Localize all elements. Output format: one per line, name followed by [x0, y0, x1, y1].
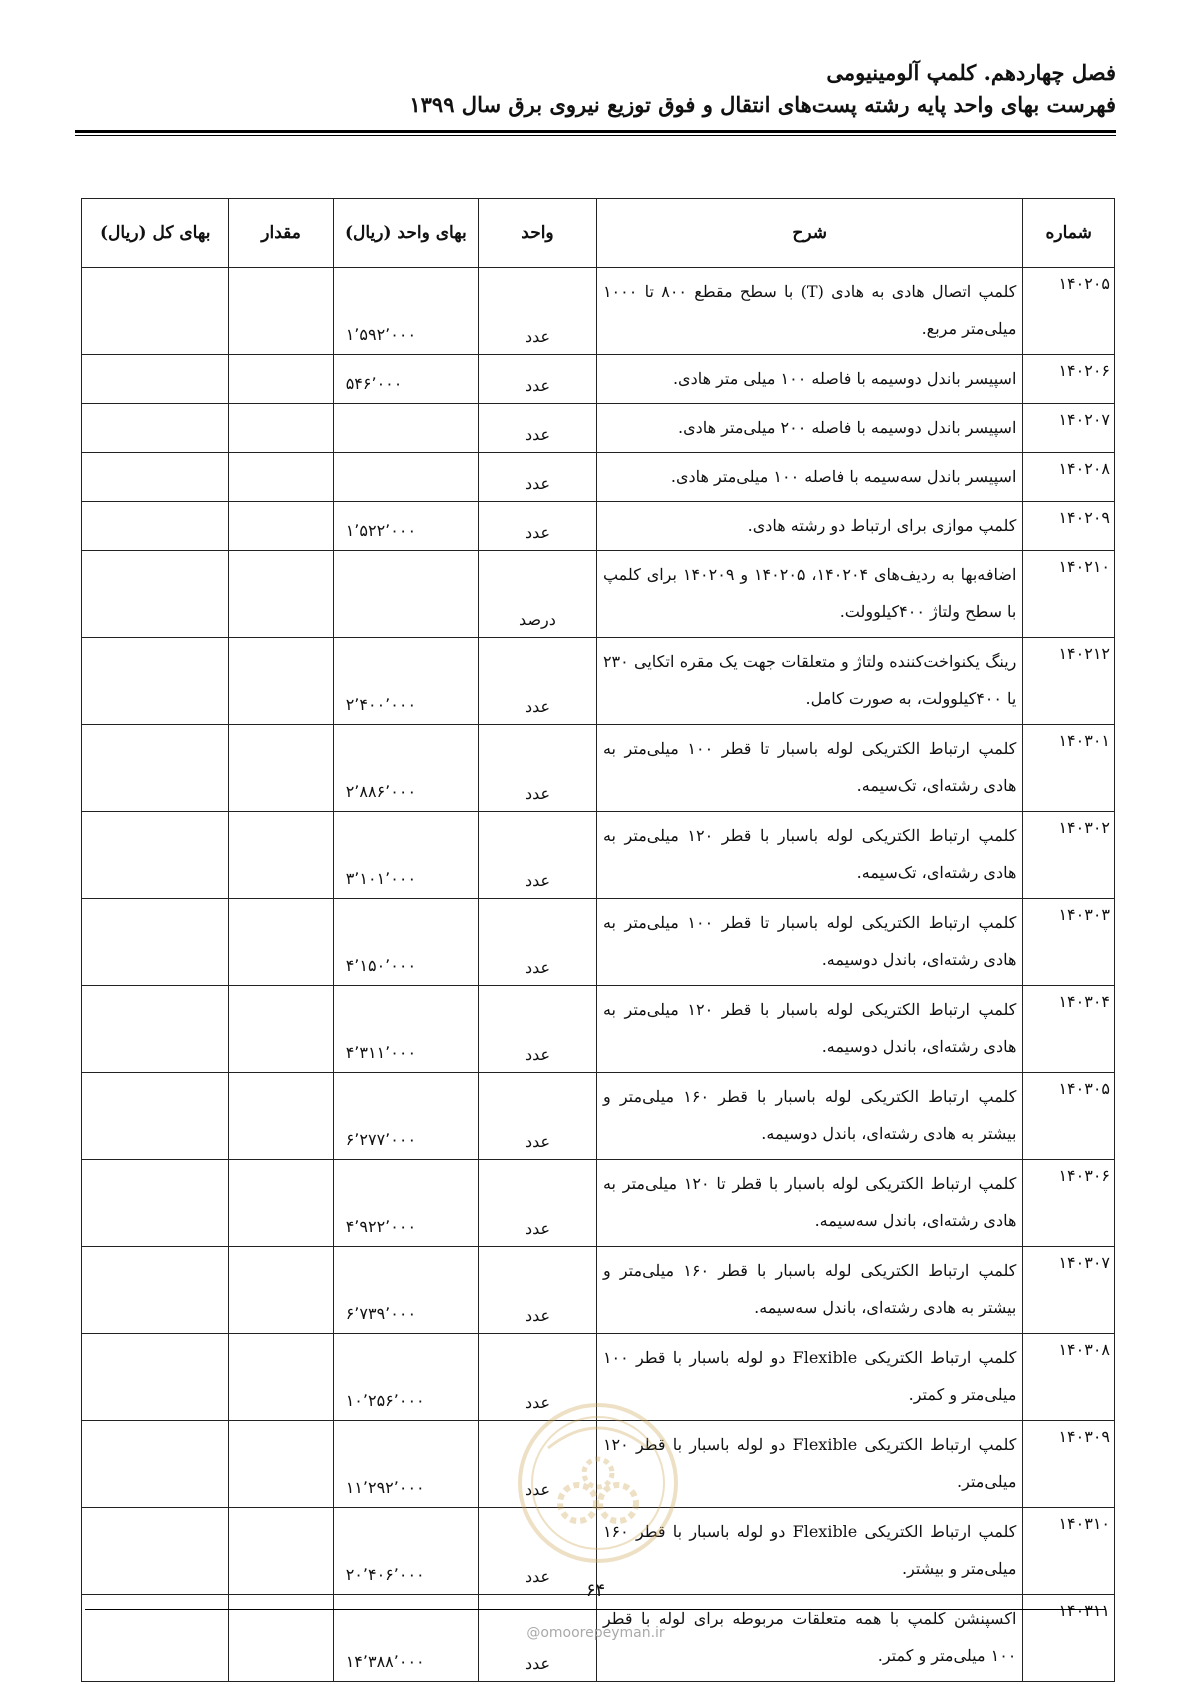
- row-description: کلمپ ارتباط الکتریکی لوله باسبار با قطر ۱۲۰ میلی‌متر به هادی رشته‌ای، تک‌سیمه.: [596, 812, 1022, 899]
- row-description: کلمپ ارتباط الکتریکی لوله باسبار با قطر تا ۱۲۰ میلی‌متر به هادی رشته‌ای، باندل سه‌سیمه.: [596, 1160, 1022, 1247]
- header-rule-thin: [75, 135, 1116, 136]
- row-total-price: [82, 268, 229, 355]
- table-row: [82, 812, 1115, 899]
- row-number: ۱۴۰۲۰۷: [1023, 404, 1115, 453]
- row-quantity: [229, 355, 333, 404]
- row-total-price: [82, 725, 229, 812]
- row-total-price: [82, 1247, 229, 1334]
- row-quantity: [229, 1160, 333, 1247]
- row-unit-price: ۲۰٬۴۰۶٬۰۰۰: [333, 1508, 478, 1595]
- row-total-price: [82, 551, 229, 638]
- row-description: اضافه‌بها به ردیف‌های ۱۴۰۲۰۴، ۱۴۰۲۰۵ و ۱۴۰۲۰۹ برای کلمپ با سطح ولتاژ ۴۰۰کیلوولت.: [596, 551, 1022, 638]
- column-header-quantity: مقدار: [229, 199, 333, 268]
- table-row: [82, 404, 1115, 453]
- row-number: ۱۴۰۳۰۳: [1023, 899, 1115, 986]
- row-description: کلمپ ارتباط الکتریکی لوله باسبار با قطر ۱۲۰ میلی‌متر به هادی رشته‌ای، باندل دوسیمه.: [596, 986, 1022, 1073]
- row-total-price: [82, 638, 229, 725]
- row-description: کلمپ ارتباط الکتریکی لوله باسبار با قطر ۱۶۰ میلی‌متر و بیشتر به هادی رشته‌ای، باندل سه‌سیمه.: [596, 1247, 1022, 1334]
- row-unit-price: ۴٬۳۱۱٬۰۰۰: [333, 986, 478, 1073]
- table-row: [82, 986, 1115, 1073]
- row-number: ۱۴۰۲۱۰: [1023, 551, 1115, 638]
- row-unit: عدد: [479, 1508, 597, 1595]
- row-number: ۱۴۰۳۰۶: [1023, 1160, 1115, 1247]
- document-subtitle: فهرست بهای واحد پایه رشته پست‌های انتقال و فوق توزیع نیروی برق سال ۱۳۹۹: [409, 92, 1116, 117]
- footer-rule: [85, 1609, 1106, 1610]
- row-number: ۱۴۰۳۰۵: [1023, 1073, 1115, 1160]
- row-total-price: [82, 812, 229, 899]
- row-number: ۱۴۰۲۰۶: [1023, 355, 1115, 404]
- row-total-price: [82, 1421, 229, 1508]
- row-unit: عدد: [479, 268, 597, 355]
- row-unit: عدد: [479, 725, 597, 812]
- row-description: کلمپ ارتباط الکتریکی Flexible دو لوله باسبار با قطر ۱۶۰ میلی‌متر و بیشتر.: [596, 1508, 1022, 1595]
- row-unit-price: ۱٬۵۹۲٬۰۰۰: [333, 268, 478, 355]
- row-unit-price: ۲٬۸۸۶٬۰۰۰: [333, 725, 478, 812]
- row-unit-price: ۶٬۲۷۷٬۰۰۰: [333, 1073, 478, 1160]
- row-description: کلمپ ارتباط الکتریکی Flexible دو لوله باسبار با قطر ۱۲۰ میلی‌متر.: [596, 1421, 1022, 1508]
- row-quantity: [229, 1334, 333, 1421]
- row-unit: عدد: [479, 899, 597, 986]
- column-header-unit: واحد: [479, 199, 597, 268]
- row-description: کلمپ ارتباط الکتریکی Flexible دو لوله باسبار با قطر ۱۰۰ میلی‌متر و کمتر.: [596, 1334, 1022, 1421]
- page-number: ۶۴: [585, 1580, 606, 1601]
- row-description: کلمپ ارتباط الکتریکی لوله باسبار با قطر ۱۶۰ میلی‌متر و بیشتر به هادی رشته‌ای، باندل دوسیمه.: [596, 1073, 1022, 1160]
- row-unit: عدد: [479, 1073, 597, 1160]
- table-row: [82, 551, 1115, 638]
- row-unit-price: ۳٬۱۰۱٬۰۰۰: [333, 812, 478, 899]
- row-description: اسپیسر باندل سه‌سیمه با فاصله ۱۰۰ میلی‌متر هادی.: [596, 453, 1022, 502]
- row-description: کلمپ اتصال هادی به هادی (T) با سطح مقطع ۸۰۰ تا ۱۰۰۰ میلی‌متر مربع.: [596, 268, 1022, 355]
- row-description: اکسپنشن کلمپ با همه متعلقات مربوطه برای لوله با قطر ۱۰۰ میلی‌متر و کمتر.: [596, 1595, 1022, 1682]
- row-unit-price: [333, 453, 478, 502]
- row-unit-price: [333, 551, 478, 638]
- row-total-price: [82, 453, 229, 502]
- row-total-price: [82, 355, 229, 404]
- table-header-row: [82, 199, 1115, 268]
- row-quantity: [229, 268, 333, 355]
- row-number: ۱۴۰۳۰۸: [1023, 1334, 1115, 1421]
- table-row: [82, 1247, 1115, 1334]
- row-unit: عدد: [479, 1247, 597, 1334]
- row-unit-price: ۶٬۷۳۹٬۰۰۰: [333, 1247, 478, 1334]
- row-quantity: [229, 1073, 333, 1160]
- row-total-price: [82, 986, 229, 1073]
- row-unit: عدد: [479, 986, 597, 1073]
- row-unit-price: ۱۰٬۲۵۶٬۰۰۰: [333, 1334, 478, 1421]
- row-quantity: [229, 1421, 333, 1508]
- table-row: [82, 355, 1115, 404]
- row-number: ۱۴۰۲۰۸: [1023, 453, 1115, 502]
- chapter-title: فصل چهاردهم. کلمپ آلومینیومی: [826, 60, 1116, 85]
- row-number: ۱۴۰۳۰۱: [1023, 725, 1115, 812]
- row-unit: عدد: [479, 355, 597, 404]
- row-quantity: [229, 551, 333, 638]
- column-header-description: شرح: [596, 199, 1022, 268]
- row-unit: عدد: [479, 812, 597, 899]
- table-row: [82, 1073, 1115, 1160]
- row-unit-price: ۵۴۶٬۰۰۰: [333, 355, 478, 404]
- table-row: [82, 268, 1115, 355]
- row-unit-price: ۴٬۱۵۰٬۰۰۰: [333, 899, 478, 986]
- row-unit: عدد: [479, 1421, 597, 1508]
- row-quantity: [229, 1247, 333, 1334]
- row-description: اسپیسر باندل دوسیمه با فاصله ۲۰۰ میلی‌متر هادی.: [596, 404, 1022, 453]
- column-header-number: شماره: [1023, 199, 1115, 268]
- row-total-price: [82, 502, 229, 551]
- row-unit-price: ۴٬۹۲۲٬۰۰۰: [333, 1160, 478, 1247]
- row-unit: عدد: [479, 1334, 597, 1421]
- row-number: ۱۴۰۲۰۵: [1023, 268, 1115, 355]
- table-row: [82, 1160, 1115, 1247]
- page-header: [75, 58, 1116, 122]
- row-unit: عدد: [479, 453, 597, 502]
- row-description: کلمپ ارتباط الکتریکی لوله باسبار تا قطر ۱۰۰ میلی‌متر به هادی رشته‌ای، باندل دوسیمه.: [596, 899, 1022, 986]
- row-total-price: [82, 899, 229, 986]
- row-number: ۱۴۰۳۱۱: [1023, 1595, 1115, 1682]
- row-unit: عدد: [479, 638, 597, 725]
- table-row: [82, 638, 1115, 725]
- row-description: کلمپ ارتباط الکتریکی لوله باسبار تا قطر ۱۰۰ میلی‌متر به هادی رشته‌ای، تک‌سیمه.: [596, 725, 1022, 812]
- row-number: ۱۴۰۳۱۰: [1023, 1508, 1115, 1595]
- row-quantity: [229, 899, 333, 986]
- row-unit: درصد: [479, 551, 597, 638]
- table-row: [82, 899, 1115, 986]
- row-total-price: [82, 1073, 229, 1160]
- row-total-price: [82, 404, 229, 453]
- row-unit: عدد: [479, 1595, 597, 1682]
- row-number: ۱۴۰۳۰۲: [1023, 812, 1115, 899]
- row-total-price: [82, 1160, 229, 1247]
- row-quantity: [229, 638, 333, 725]
- row-unit-price: ۱۱٬۲۹۲٬۰۰۰: [333, 1421, 478, 1508]
- row-description: رینگ یکنواخت‌کننده ولتاژ و متعلقات جهت یک مقره اتکایی ۲۳۰ یا ۴۰۰کیلوولت، به صورت کامل.: [596, 638, 1022, 725]
- row-unit-price: ۲٬۴۰۰٬۰۰۰: [333, 638, 478, 725]
- watermark-text: @omoorepeyman.ir: [526, 1625, 665, 1641]
- row-unit-price: ۱٬۵۲۲٬۰۰۰: [333, 502, 478, 551]
- row-unit: عدد: [479, 1160, 597, 1247]
- row-number: ۱۴۰۳۰۷: [1023, 1247, 1115, 1334]
- publisher-seal-watermark: [508, 1388, 688, 1588]
- row-number: ۱۴۰۳۰۹: [1023, 1421, 1115, 1508]
- column-header-total-price: بهای کل (ریال): [82, 199, 229, 268]
- row-unit-price: [333, 404, 478, 453]
- row-unit-price: ۱۴٬۳۸۸٬۰۰۰: [333, 1595, 478, 1682]
- table-row: [82, 453, 1115, 502]
- row-number: ۱۴۰۲۰۹: [1023, 502, 1115, 551]
- row-number: ۱۴۰۲۱۲: [1023, 638, 1115, 725]
- header-rule-thick: [75, 130, 1116, 133]
- column-header-unit-price: بهای واحد (ریال): [333, 199, 478, 268]
- row-unit: عدد: [479, 502, 597, 551]
- row-quantity: [229, 812, 333, 899]
- row-quantity: [229, 725, 333, 812]
- row-description: کلمپ موازی برای ارتباط دو رشته هادی.: [596, 502, 1022, 551]
- row-quantity: [229, 986, 333, 1073]
- row-quantity: [229, 502, 333, 551]
- row-quantity: [229, 453, 333, 502]
- row-description: اسپیسر باندل دوسیمه با فاصله ۱۰۰ میلی متر هادی.: [596, 355, 1022, 404]
- table-row: [82, 725, 1115, 812]
- row-quantity: [229, 404, 333, 453]
- row-number: ۱۴۰۳۰۴: [1023, 986, 1115, 1073]
- row-total-price: [82, 1334, 229, 1421]
- row-unit: عدد: [479, 404, 597, 453]
- table-row: [82, 502, 1115, 551]
